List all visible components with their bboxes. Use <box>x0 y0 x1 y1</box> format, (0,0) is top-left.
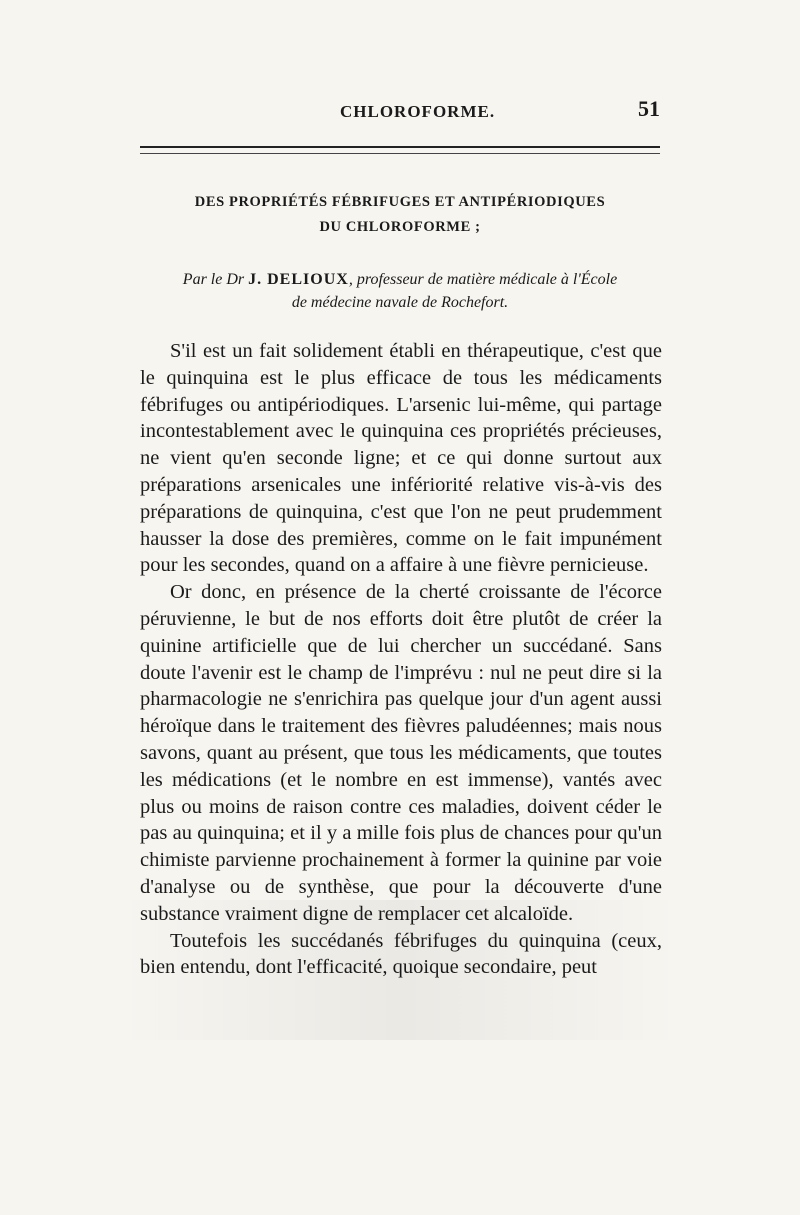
byline-prefix: Par le Dr <box>182 271 245 288</box>
running-head-title: CHLOROFORME. <box>340 102 496 121</box>
article-title-line-2: DU CHLOROFORME ; <box>319 219 481 235</box>
running-head <box>140 96 660 126</box>
article-body <box>140 338 662 981</box>
paragraph: Toutefois les succédanés fébrifuges du quinquina (ceux, bien entendu, dont l'efficacité, quoique secondaire, peut <box>140 929 662 979</box>
article-title <box>140 190 660 240</box>
byline-line-2: de médecine navale de Rochefort. <box>291 294 509 311</box>
paragraph: S'il est un fait solidement établi en thérapeutique, c'est que le quinquina est le plus efficace de tous les médicaments fébrifuges ou antipériodiques. L'arsenic lui-même, qui partage incontestablement avec le quinquina ces propriétés précieuses, ne vient qu'en seconde ligne; et ce qui donne surtout aux préparations arsenicales une infériorité relative vis-à-vis des préparations de quinquina, c'est que l'on ne peut prudemment hausser la dose des premières, comme on le fait impunément pour les secondes, quand on a affaire à une fièvre pernicieuse. <box>140 340 662 577</box>
article-title-line-1: DES PROPRIÉTÉS FÉBRIFUGES ET ANTIPÉRIODIQUES <box>194 194 606 210</box>
header-rule <box>140 146 660 154</box>
byline-line-1 <box>140 268 660 291</box>
byline-affiliation: , professeur de matière médicale à l'École <box>348 271 618 288</box>
byline <box>140 268 660 314</box>
author-name: J. DELIOUX <box>248 271 349 288</box>
paragraph: Or donc, en présence de la cherté croissante de l'écorce péruvienne, le but de nos efforts doit être plutôt de créer la quinine artificielle que de lui chercher un succédané. Sans doute l'avenir est le champ de l'imprévu : nul ne peut dire si la pharmacologie ne s'enrichira pas quelque jour d'un agent aussi héroïque dans le traitement des fièvres paludéennes; mais nous savons, quant au présent, que tous les médicaments, que toutes les médications (et le nombre en est immense), vantés avec plus ou moins de raison contre ces maladies, doivent céder le pas au quinquina; et il y a mille fois plus de chances pour qu'un chimiste parvienne prochainement à former la quinine par voie d'analyse ou de synthèse, que pour la découverte d'une substance vraiment digne de remplacer cet alcaloïde. <box>140 581 662 925</box>
page-number: 51 <box>638 96 660 121</box>
